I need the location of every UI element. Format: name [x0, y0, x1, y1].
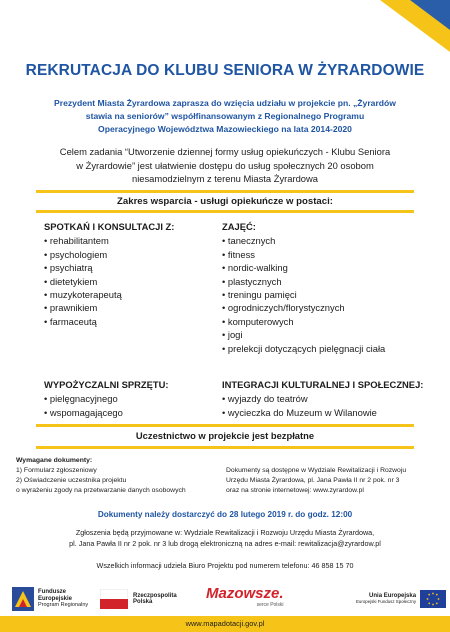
list-item: • jogi: [222, 328, 432, 341]
polish-flag-icon: [100, 589, 128, 609]
required-documents: [16, 456, 216, 496]
list-item: • prelekcji dotyczących pielęgnacji ciała: [222, 342, 432, 355]
fundusze-europejskie-logo: Fundusze Europejskie Program Regionalny: [12, 585, 88, 613]
meetings-section: [44, 220, 214, 328]
list-item: • dietetykiem: [44, 275, 214, 288]
fe-icon: [12, 587, 34, 611]
list-item: • wyjazdy do teatrów: [222, 392, 437, 405]
integration-list: [222, 392, 437, 419]
list-item: • ogrodniczych/florystycznych: [222, 301, 432, 314]
list-item: • farmaceutą: [44, 315, 214, 328]
scope-title: Zakres wsparcia - usługi opiekuńcze w postaci:: [117, 196, 333, 207]
meetings-list: [44, 234, 214, 328]
document-item: 2) Oświadczenie uczestnika projektu: [16, 477, 127, 484]
footer-url: www.mapadotacji.gov.pl: [0, 616, 450, 632]
integration-section: [222, 378, 437, 419]
list-item: • psychiatrą: [44, 261, 214, 274]
list-item: • tanecznych: [222, 234, 432, 247]
rzeczpospolita-logo: Rzeczpospolita Polska: [100, 585, 177, 613]
list-item: • nordic-walking: [222, 261, 432, 274]
intro-announcement: Prezydent Miasta Żyrardowa zaprasza do wzięcia udziału w projekcie pn. „Żyrardów stawia na seniorów” współfinansowanym z Regionalnego Programu Operacyjnego Województwa Mazowieckiego na lata 2014-2020: [54, 98, 396, 134]
divider: [36, 190, 414, 193]
document-item: 1) Formularz zgłoszeniowy: [16, 467, 97, 474]
documents-heading: Wymagane dokumenty:: [16, 457, 93, 464]
divider: [36, 424, 414, 427]
list-item: • fitness: [222, 248, 432, 261]
submission-info: Zgłoszenia będą przyjmowane w: Wydziale Rewitalizacji i Rozwoju Urzędu Miasta Żyrardowa, pl. Jana Pawła II nr 2 pok. nr 3 lub drogą elektroniczną na adres e-mail: rewitalizacja@zyrardow.pl: [69, 528, 381, 548]
list-item: • rehabilitantem: [44, 234, 214, 247]
integration-heading: INTEGRACJI KULTURALNEJ I SPOŁECZNEJ:: [222, 379, 424, 390]
intro-goal: Celem zadania “Utworzenie dziennej formy usług opiekuńczych - Klubu Seniora w Żyrardowie” jest ułatwienie dostępu do usług społecznych 20 osobom niesamodzielnym z terenu Miasta Żyrardowa: [59, 146, 391, 184]
classes-heading: ZAJĘĆ:: [222, 221, 256, 232]
eu-flag-icon: [420, 590, 446, 608]
equipment-list: [44, 392, 214, 419]
free-participation: Uczestnictwo w projekcie jest bezpłatne: [135, 430, 315, 441]
divider: [36, 210, 414, 213]
meetings-heading: SPOTKAŃ I KONSULTACJI Z:: [44, 221, 175, 232]
equipment-section: [44, 378, 214, 419]
list-item: • muzykoterapeutą: [44, 288, 214, 301]
list-item: • treningu pamięci: [222, 288, 432, 301]
document-item: o wyrażeniu zgody na przetwarzanie danych osobowych: [16, 487, 186, 494]
list-item: • psychologiem: [44, 248, 214, 261]
unia-europejska-logo: Unia Europejska Europejski Fundusz Społeczny: [356, 585, 446, 613]
divider: [36, 446, 414, 449]
list-item: • pielęgnacyjnego: [44, 392, 214, 405]
page-title: REKRUTACJA DO KLUBU SENIORA W ŻYRARDOWIE: [25, 62, 425, 79]
list-item: • plastycznych: [222, 275, 432, 288]
classes-section: [222, 220, 432, 355]
classes-list: [222, 234, 432, 355]
corner-decoration-blue: [410, 0, 450, 30]
contact-info: Wszelkich informacji udziela Biuro Projektu pod numerem telefonu: 46 858 15 70: [96, 561, 354, 570]
list-item: • wspomagającego: [44, 406, 214, 419]
mazowsze-logo: Mazowsze. serce Polski: [206, 585, 284, 608]
logo-bar: [0, 585, 450, 615]
list-item: • prawnikiem: [44, 301, 214, 314]
deadline: Dokumenty należy dostarczyć do 28 lutego 2019 r. do godz. 12:00: [97, 510, 353, 519]
list-item: • wycieczka do Muzeum w Wilanowie: [222, 406, 437, 419]
documents-availability: Dokumenty są dostępne w Wydziale Rewitalizacji i Rozwoju Urzędu Miasta Żyrardowa, pl. Jana Pawła II nr 2 pok. nr 3 oraz na stronie internetowej: www.zyrardow.pl: [226, 467, 407, 494]
equipment-heading: WYPOŻYCZALNI SPRZĘTU:: [44, 379, 169, 390]
list-item: • komputerowych: [222, 315, 432, 328]
